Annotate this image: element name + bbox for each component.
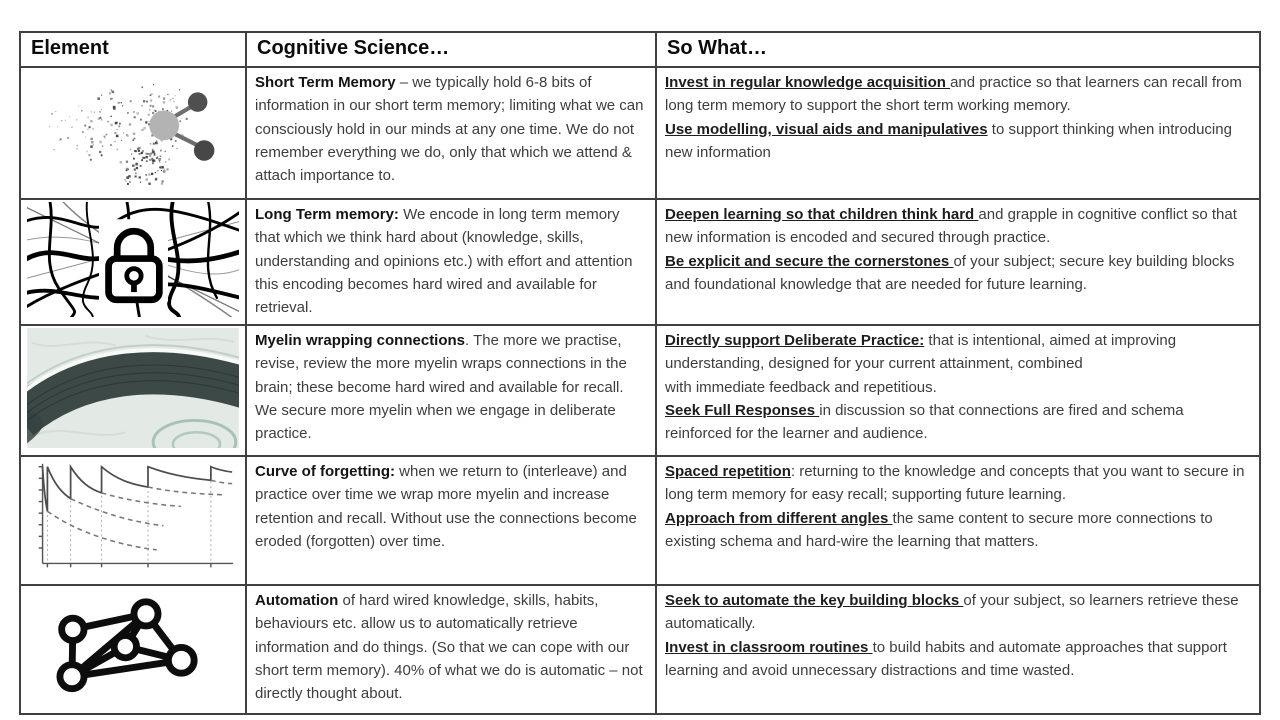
so-what-lead: Use modelling, visual aids and manipulatives: [665, 120, 988, 138]
element-image-cell: [20, 67, 246, 199]
science-body: . The more we practise, revise, review the more myelin wraps connections in the brain; these become hard wired and available for recall. We secure more myelin when we engage in deliberate practice.: [255, 332, 627, 442]
myelin-micrograph-image: [27, 328, 239, 448]
cognitive-science-cell: [246, 456, 656, 585]
science-lead: Long Term memory:: [255, 206, 399, 223]
so-what-body: that is intentional, aimed at improving understanding, designed for your current attainment, combined: [665, 332, 1177, 373]
science-body: – we typically hold 6-8 bits of information in our short term memory; limiting what we can consciously hold in our minds at any one time. We do not remember everything we do, only that which we attend & attach importance to.: [255, 74, 644, 184]
so-what-cell: [656, 325, 1260, 456]
so-what-body: of your subject; secure key building blocks and foundational knowledge that are needed for future learning.: [665, 252, 1235, 293]
element-image-cell: [20, 199, 246, 325]
so-what-body: and grapple in cognitive conflict so that new information is encoded and secured through practice.: [665, 206, 1237, 247]
so-what-cell: [656, 456, 1260, 585]
so-what-lead: Invest in regular knowledge acquisition: [665, 74, 951, 91]
so-what-body: of your subject, so learners retrieve these automatically.: [665, 592, 1239, 633]
element-image-cell: [20, 585, 246, 714]
so-what-lead: Approach from different angles: [665, 509, 893, 527]
science-body: We encode in long term memory that which we think hard about (knowledge, skills, understanding and opinions etc.) with effort and attention this encoding becomes hard wired and available for retrieval.: [255, 206, 633, 316]
cognitive-science-cell: [246, 199, 656, 325]
so-what-body: with immediate feedback and repetitious.: [665, 378, 937, 396]
col-header-element: Element: [20, 32, 246, 67]
so-what-body: to build habits and automate approaches that support learning and avoid unnecessary distractions and time wasted.: [665, 638, 1227, 679]
col-header-cognitive-science: Cognitive Science…: [246, 32, 656, 67]
cognitive-science-table: [19, 31, 1261, 715]
element-image-cell: [20, 325, 246, 456]
so-what-body: the same content to secure more connections to existing schema and hard-wire the learning that matters.: [665, 509, 1213, 550]
table-row: [20, 325, 1260, 456]
so-what-body: in discussion so that connections are fired and schema reinforced for the learner and audience.: [665, 401, 1184, 442]
dissolving-particles-share-network-icon: [33, 70, 233, 191]
header-row: [20, 32, 1260, 67]
so-what-lead: Spaced repetition: [665, 463, 791, 480]
col-header-so-what: So What…: [656, 32, 1260, 67]
so-what-cell: [656, 585, 1260, 714]
forgetting-curve-chart: [29, 459, 237, 577]
so-what-lead: Seek Full Responses: [665, 401, 820, 419]
so-what-lead: Directly support Deliberate Practice:: [665, 332, 925, 349]
element-image-cell: [20, 456, 246, 585]
science-lead: Automation: [255, 592, 339, 609]
so-what-lead: Be explicit and secure the cornerstones: [665, 252, 954, 270]
so-what-body: : returning to the knowledge and concepts that you want to secure in long term memory for easy recall; supporting future learning.: [665, 463, 1245, 504]
science-lead: Curve of forgetting:: [255, 463, 395, 480]
science-lead: Short Term Memory: [255, 74, 396, 91]
neural-web-padlock-icon: [27, 202, 239, 317]
so-what-body: to support thinking when introducing new information: [665, 120, 1232, 161]
so-what-cell: [656, 67, 1260, 199]
so-what-body: and practice so that learners can recall from long term memory to support the short term working memory.: [665, 74, 1242, 115]
network-nodes-graph-icon: [41, 593, 226, 701]
so-what-lead: Invest in classroom routines: [665, 638, 873, 656]
cognitive-science-cell: [246, 67, 656, 199]
cognitive-science-cell: [246, 325, 656, 456]
cognitive-science-cell: [246, 585, 656, 714]
so-what-cell: [656, 199, 1260, 325]
table-row: [20, 456, 1260, 585]
table-row: [20, 585, 1260, 714]
table-row: [20, 199, 1260, 325]
table-row: [20, 67, 1260, 199]
so-what-lead: Seek to automate the key building blocks: [665, 592, 964, 609]
science-body: when we return to (interleave) and practice over time we wrap more myelin and increase retention and recall. Without use the connections become eroded (forgotten) over time.: [255, 463, 637, 550]
so-what-lead: Deepen learning so that children think hard: [665, 206, 979, 223]
science-lead: Myelin wrapping connections: [255, 332, 466, 349]
science-body: of hard wired knowledge, skills, habits, behaviours etc. allow us to automatically retrieve information and do things. (So that we can cope with our short term memory). 40% of what we do is automatic – not directly thought about.: [255, 592, 643, 702]
